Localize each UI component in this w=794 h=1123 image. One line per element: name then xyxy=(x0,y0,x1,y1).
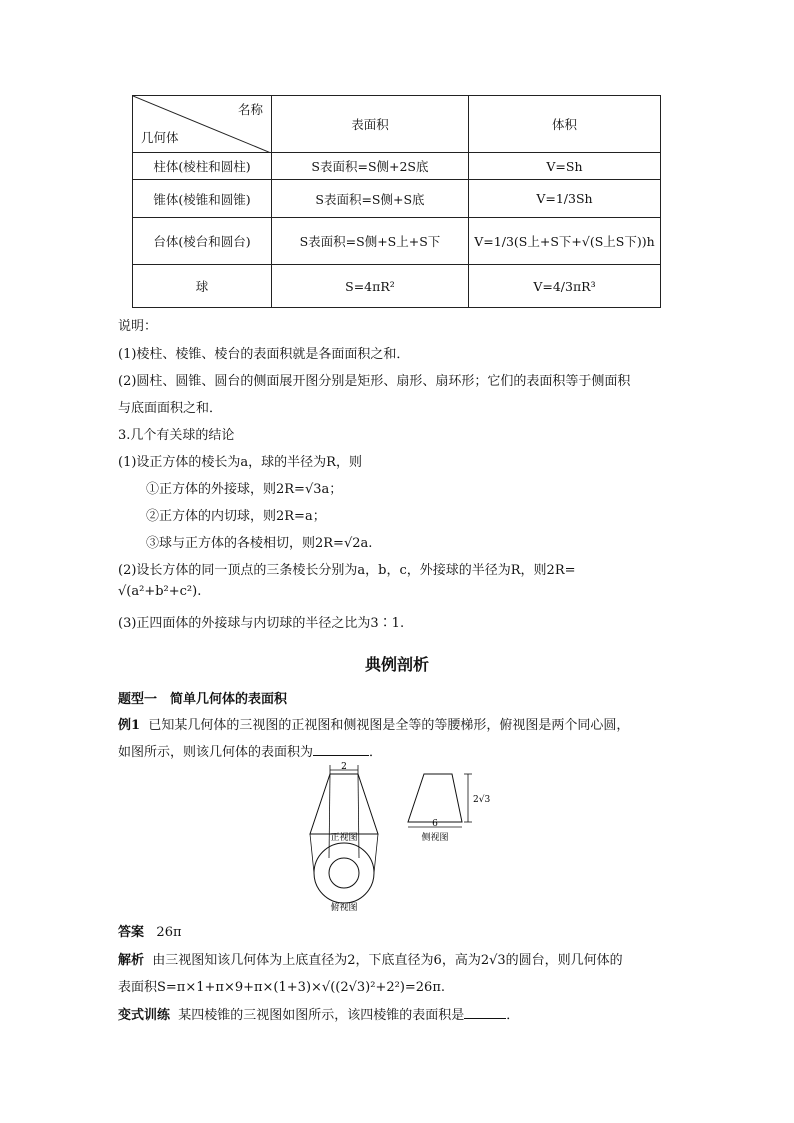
sphere-c1b: ②正方体的内切球，则2R=a； xyxy=(146,509,326,524)
answer-value: 26π xyxy=(156,925,182,940)
example-text-a: 已知某几何体的三视图的正视图和侧视图是全等的等腰梯形，俯视图是两个同心圆， xyxy=(148,718,630,733)
answer-blank xyxy=(313,743,369,756)
sphere-c2a: (2)设长方体的同一顶点的三条棱长分别为a，b，c，外接球的半径为R，则2R= xyxy=(118,563,576,578)
sphere-c1c: ③球与正方体的各棱相切，则2R=√2a. xyxy=(146,536,373,551)
front-view xyxy=(310,765,378,834)
row-name: 台体(棱台和圆台) xyxy=(133,218,272,265)
analysis-line-1 xyxy=(118,949,623,968)
side-view xyxy=(408,774,472,827)
corner-top-label: 名称 xyxy=(237,102,263,117)
type-label: 题型一 简单几何体的表面积 xyxy=(118,692,288,707)
row-volume: V=1/3Sh xyxy=(468,180,660,218)
row-area: S表面积=S侧+2S底 xyxy=(272,153,469,180)
sphere-c1: (1)设正方体的棱长为a，球的半径为R，则 xyxy=(118,455,362,470)
analysis-label: 解析 xyxy=(118,953,145,968)
row-name: 锥体(棱锥和圆锥) xyxy=(133,180,272,218)
variant-blank xyxy=(464,1006,506,1019)
variant-label: 变式训练 xyxy=(118,1008,171,1023)
example-line-1 xyxy=(118,714,629,733)
example-line-2: 如图所示，则该几何体的表面积为 ． xyxy=(118,745,383,760)
formula-table xyxy=(132,95,661,308)
top-width-label: 2 xyxy=(341,762,347,772)
sphere-c1a: ①正方体的外接球，则2R=√3a； xyxy=(146,482,343,497)
front-view-label: 正视图 xyxy=(330,833,358,843)
example-label: 例1 xyxy=(118,718,141,733)
answer-label: 答案 xyxy=(118,925,145,940)
table-row xyxy=(133,265,661,308)
row-volume: V=1/3(S上+S下+√(S上S下))h xyxy=(468,218,660,265)
table-row xyxy=(133,180,661,218)
corner-bottom-label: 几何体 xyxy=(141,130,179,145)
row-volume: V=4/3πR³ xyxy=(468,265,660,308)
row-area: S=4πR² xyxy=(272,265,469,308)
row-volume: V=Sh xyxy=(468,153,660,180)
note-2b: 与底面面积之和． xyxy=(118,401,223,416)
example-text-b: 如图所示，则该几何体的表面积为 xyxy=(118,745,314,760)
bottom-width-label: 6 xyxy=(432,819,438,829)
table-row xyxy=(133,153,661,180)
height-label: 2√3 xyxy=(473,795,491,805)
analysis-text-a: 由三视图知该几何体为上底直径为2，下底直径为6，高为2√3的圆台，则几何体的 xyxy=(152,953,623,968)
variant-line: 变式训练 某四棱锥的三视图如图所示，该四棱锥的表面积是 ． xyxy=(118,1008,520,1023)
note-2a: (2)圆柱、圆锥、圆台的侧面展开图分别是矩形、扇形、扇环形；它们的表面积等于侧面积 xyxy=(118,374,631,389)
row-area: S表面积=S侧+S底 xyxy=(272,180,469,218)
table-row xyxy=(133,218,661,265)
variant-text: 某四棱锥的三视图如图所示，该四棱锥的表面积是 xyxy=(178,1008,465,1023)
sphere-c2b: √(a²+b²+c²). xyxy=(118,584,202,599)
answer-line xyxy=(118,921,182,940)
table-corner-cell xyxy=(133,96,272,153)
row-area: S表面积=S侧+S上+S下 xyxy=(272,218,469,265)
three-view-figure xyxy=(300,762,500,914)
side-view-label: 侧视图 xyxy=(421,833,449,843)
section-title: 典例剖析 xyxy=(364,655,429,674)
top-view-label: 俯视图 xyxy=(330,903,358,913)
header-volume: 体积 xyxy=(468,96,660,153)
header-area: 表面积 xyxy=(272,96,469,153)
note-1: (1)棱柱、棱锥、棱台的表面积就是各面面积之和． xyxy=(118,347,410,362)
sphere-heading: 3.几个有关球的结论 xyxy=(118,428,235,443)
notes-heading: 说明： xyxy=(118,319,158,334)
analysis-text-b: 表面积S=π×1+π×9+π×(1+3)×√((2√3)²+2²)=26π. xyxy=(118,980,445,995)
sphere-c3: (3)正四面体的外接球与内切球的半径之比为3∶1. xyxy=(118,616,405,631)
row-name: 柱体(棱柱和圆柱) xyxy=(133,153,272,180)
row-name: 球 xyxy=(133,265,272,308)
